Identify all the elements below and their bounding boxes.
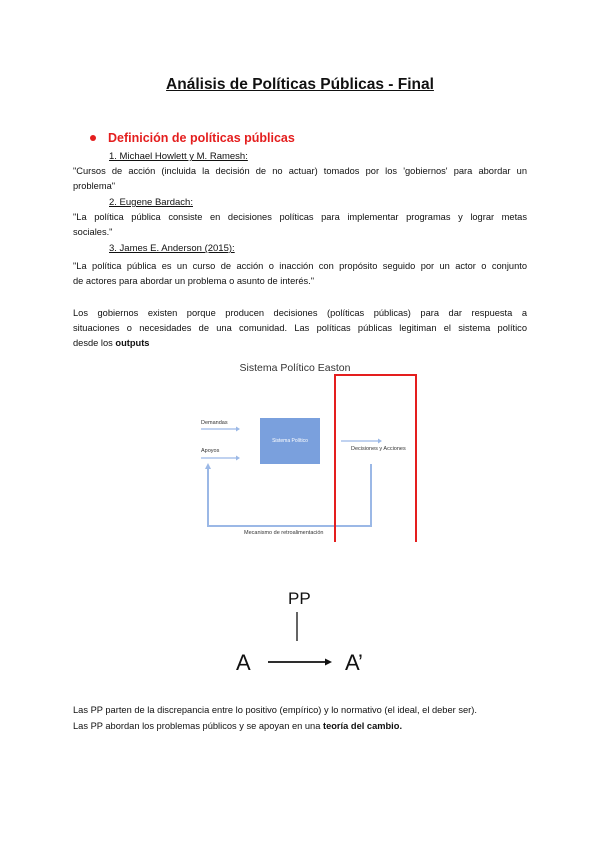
input-label-demandas: Demandas: [201, 420, 228, 426]
pp-arrow: [268, 659, 332, 666]
paragraph-prefix: desde los: [73, 338, 116, 348]
quote-line: de actores para abordar un problema o asunto de interés.": [73, 276, 315, 286]
feedback-loop: [208, 464, 371, 526]
quote-line: problema": [73, 181, 116, 191]
output-label: Decisiones y Acciones: [351, 446, 406, 452]
author-bardach: 2. Eugene Bardach:: [109, 197, 193, 208]
quote-line: "La política pública consiste en decisiones políticas para implementar programas y lograr metas: [73, 212, 527, 222]
paragraph-line: situaciones o necesidades de una comunidad. Las políticas públicas legitiman el sistema político: [73, 323, 527, 333]
input-arrow-demandas: [201, 427, 240, 432]
closing-bold: teoría del cambio.: [322, 721, 403, 731]
page-title: Análisis de Políticas Públicas - Final: [166, 76, 434, 93]
output-arrow: [341, 439, 382, 444]
pp-label: PP: [288, 589, 311, 608]
easton-title: Sistema Político Easton: [239, 362, 351, 374]
state-a-prime-label: A’: [345, 650, 363, 675]
red-highlight-frame: [335, 375, 416, 542]
system-label: Sistema Político: [272, 438, 308, 444]
paragraph-line: Los gobiernos existen porque producen decisiones (políticas públicas) para dar respuesta a: [73, 308, 527, 318]
closing-line-1: Las PP parten de la discrepancia entre lo positivo (empírico) y lo normativo (el ideal, el deber ser).: [73, 705, 477, 715]
closing-line-2: [73, 719, 402, 734]
input-label-apoyos: Apoyos: [201, 448, 220, 454]
author-anderson: 3. James E. Anderson (2015):: [109, 243, 235, 254]
feedback-arrowhead: [205, 463, 211, 469]
paragraph-bold: outputs: [115, 338, 150, 348]
input-arrow-apoyos: [201, 456, 240, 461]
author-howlett: 1. Michael Howlett y M. Ramesh:: [109, 151, 248, 162]
quote-line: "La política pública es un curso de acción o inacción con propósito seguido por un actor o conjunto: [73, 261, 527, 271]
state-a-label: A: [236, 650, 251, 675]
section-heading-text: Definición de políticas públicas: [108, 131, 295, 145]
feedback-label: Mecanismo de retroalimentación: [244, 530, 324, 536]
quote-line: "Cursos de acción (incluida la decisión de no actuar) tomados por los 'gobiernos' para abordar un: [73, 166, 527, 176]
quote-line: sociales.": [73, 227, 113, 237]
system-box: [260, 418, 320, 464]
closing-prefix: Las PP abordan los problemas públicos y se apoyan en una: [73, 721, 323, 731]
